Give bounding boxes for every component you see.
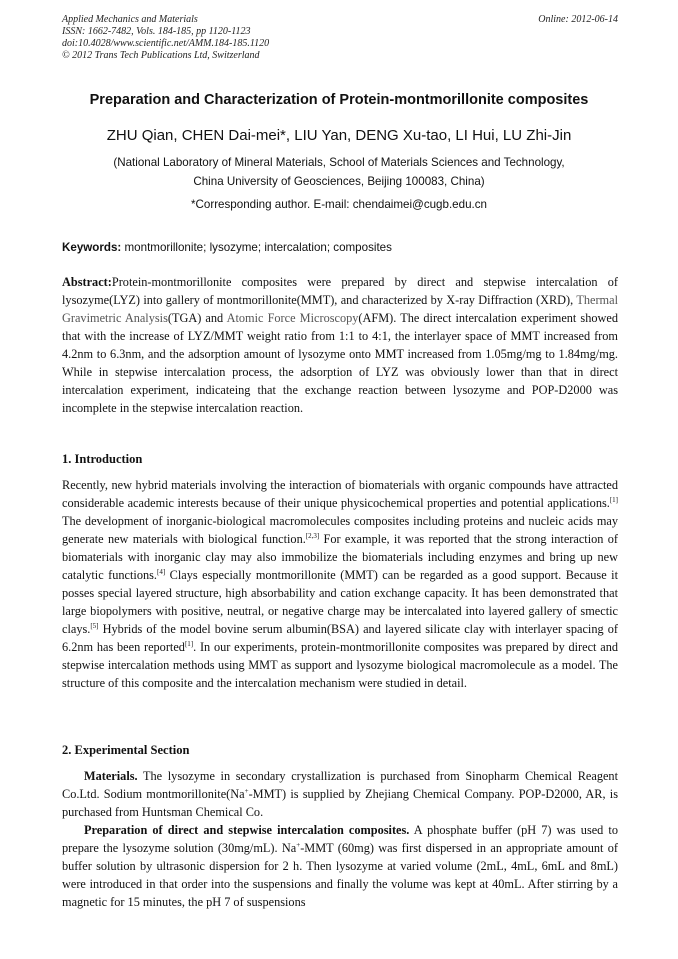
citation-ref: [1]: [609, 495, 618, 504]
intro-text: . In our experiments, protein-montmorillonite composites was prepared by direct and stepwise intercalation methods using MMT as support and lysozyme biological macromolecule as a model. The structure of this composite and the intercalation mechanism were studied in detail.: [62, 640, 618, 690]
preparation-label: Preparation of direct and stepwise intercalation composites.: [84, 823, 410, 837]
intro-text: For example, it was reported that the strong interaction of biomaterials with inorganic clay may also immobilize the biomaterials including enzymes and bring up new catalytic functions.: [62, 532, 618, 582]
materials-text: The lysozyme in secondary crystallization is purchased from Sinopharm Chemical Reagent Co.Ltd. Sodium montmorillonite(Na: [62, 769, 618, 801]
paper-title: Preparation and Characterization of Protein-montmorillonite composites: [89, 92, 589, 108]
author-list: ZHU Qian, CHEN Dai-mei*, LIU Yan, DENG Xu-tao, LI Hui, LU Zhi-Jin: [106, 127, 572, 144]
materials-text: -MMT) is supplied by Zhejiang Chemical Company. POP-D2000, AR, is purchased from Huntsman Chemical Co.: [62, 787, 618, 819]
preparation-paragraph: [62, 821, 618, 911]
section-heading-introduction: 1. Introduction: [62, 452, 143, 466]
abstract-text: Protein-montmorillonite composites were prepared by direct and stepwise intercalation of lysozyme(LYZ) into gallery of montmorillonite(MMT), and characterized by X-ray Diffraction (XRD),: [62, 275, 618, 307]
abstract-text: (TGA) and: [167, 311, 227, 325]
intro-text: Hybrids of the model bovine serum albumin(BSA) and layered silicate clay with interlayer spacing of 6.2nm has been reported: [62, 622, 618, 654]
doi-line: doi:10.4028/www.scientific.net/AMM.184-185.1120: [62, 38, 270, 49]
citation-ref: [2,3]: [305, 531, 320, 540]
affiliation-line-1: (National Laboratory of Mineral Materials, School of Materials Sciences and Technology,: [113, 156, 565, 169]
abstract-afm-term: Atomic Force Microscopy: [226, 311, 359, 325]
abstract-text: (AFM). The direct intercalation experiment showed that with the increase of LYZ/MMT weight ratio from 1:1 to 4:1, the interlayer space of MMT increased from 4.2nm to 6.3nm, and the adsorption amount of lysozyme onto MMT increased from 1.05mg/mg to 1.84mg/mg. While in stepwise intercalation process, the adsorption of LYZ was obviously lower than that in direct intercalation experiment, indicateing that the exchange reaction between lysozyme and POP-D2000 was incomplete in the stepwise intercalation reaction.: [62, 311, 619, 415]
abstract-label: Abstract:: [62, 275, 112, 289]
preparation-text: A phosphate buffer (pH 7) was used to prepare the lysozyme solution (30mg/mL). Na: [62, 823, 618, 855]
materials-label: Materials.: [84, 769, 138, 783]
experimental-section: [62, 767, 618, 911]
online-date: Online: 2012-06-14: [538, 14, 618, 25]
corresponding-author: *Corresponding author. E-mail: chendaimei@cugb.edu.cn: [191, 198, 487, 211]
citation-ref: [4]: [156, 567, 166, 576]
intro-text: Clays especially montmorillonite (MMT) can be regarded as a good support. Because it posses special layered structure, high absorbability and cation exchange capacity. It has been demonstrated that large biopolymers with positive, neutral, or negative charge may be intercalated into layered gallery of smectic clays.: [62, 568, 618, 636]
intro-text: Recently, new hybrid materials involving the interaction of biomaterials with organic compounds have attracted considerable academic interests because of their unique physicochemical properties and potential applications.: [62, 478, 618, 510]
affiliation-line-2: China University of Geosciences, Beijing 100083, China): [193, 175, 485, 188]
citation-ref: [1]: [184, 639, 194, 648]
superscript-plus: +: [244, 786, 249, 795]
superscript-plus: +: [296, 840, 301, 849]
abstract-tga-term: Thermal Gravimetric Analysis: [62, 293, 618, 325]
preparation-text: -MMT (60mg) was first dispersed in an appropriate amount of buffer solution by ultrasonic dispersion for 2 h. Then lysozyme at varied volume (2mL, 4mL, 6mL and 8mL) were introduced in that order into the suspensions and finally the volume was kept at 40mL. After stirring by a magnetic for 15 minutes, the pH 7 of suspensions: [62, 841, 618, 909]
section-heading-experimental: 2. Experimental Section: [62, 743, 190, 757]
journal-name: Applied Mechanics and Materials: [62, 14, 198, 25]
copyright-line: © 2012 Trans Tech Publications Ltd, Switzerland: [62, 50, 260, 61]
abstract: [62, 273, 618, 417]
keywords-text: montmorillonite; lysozyme; intercalation; composites: [124, 241, 392, 254]
citation-ref: [5]: [90, 621, 99, 630]
keywords-label: Keywords:: [62, 241, 122, 254]
intro-text: The development of inorganic-biological macromolecules composites including proteins and nucleic acids may generate new materials with biological function.: [62, 514, 618, 546]
introduction-paragraph: [62, 476, 618, 692]
journal-header: [62, 14, 618, 62]
materials-paragraph: [62, 767, 618, 821]
keywords: [62, 241, 618, 254]
affiliation: [60, 153, 618, 191]
issn-line: ISSN: 1662-7482, Vols. 184-185, pp 1120-1123: [62, 26, 251, 37]
